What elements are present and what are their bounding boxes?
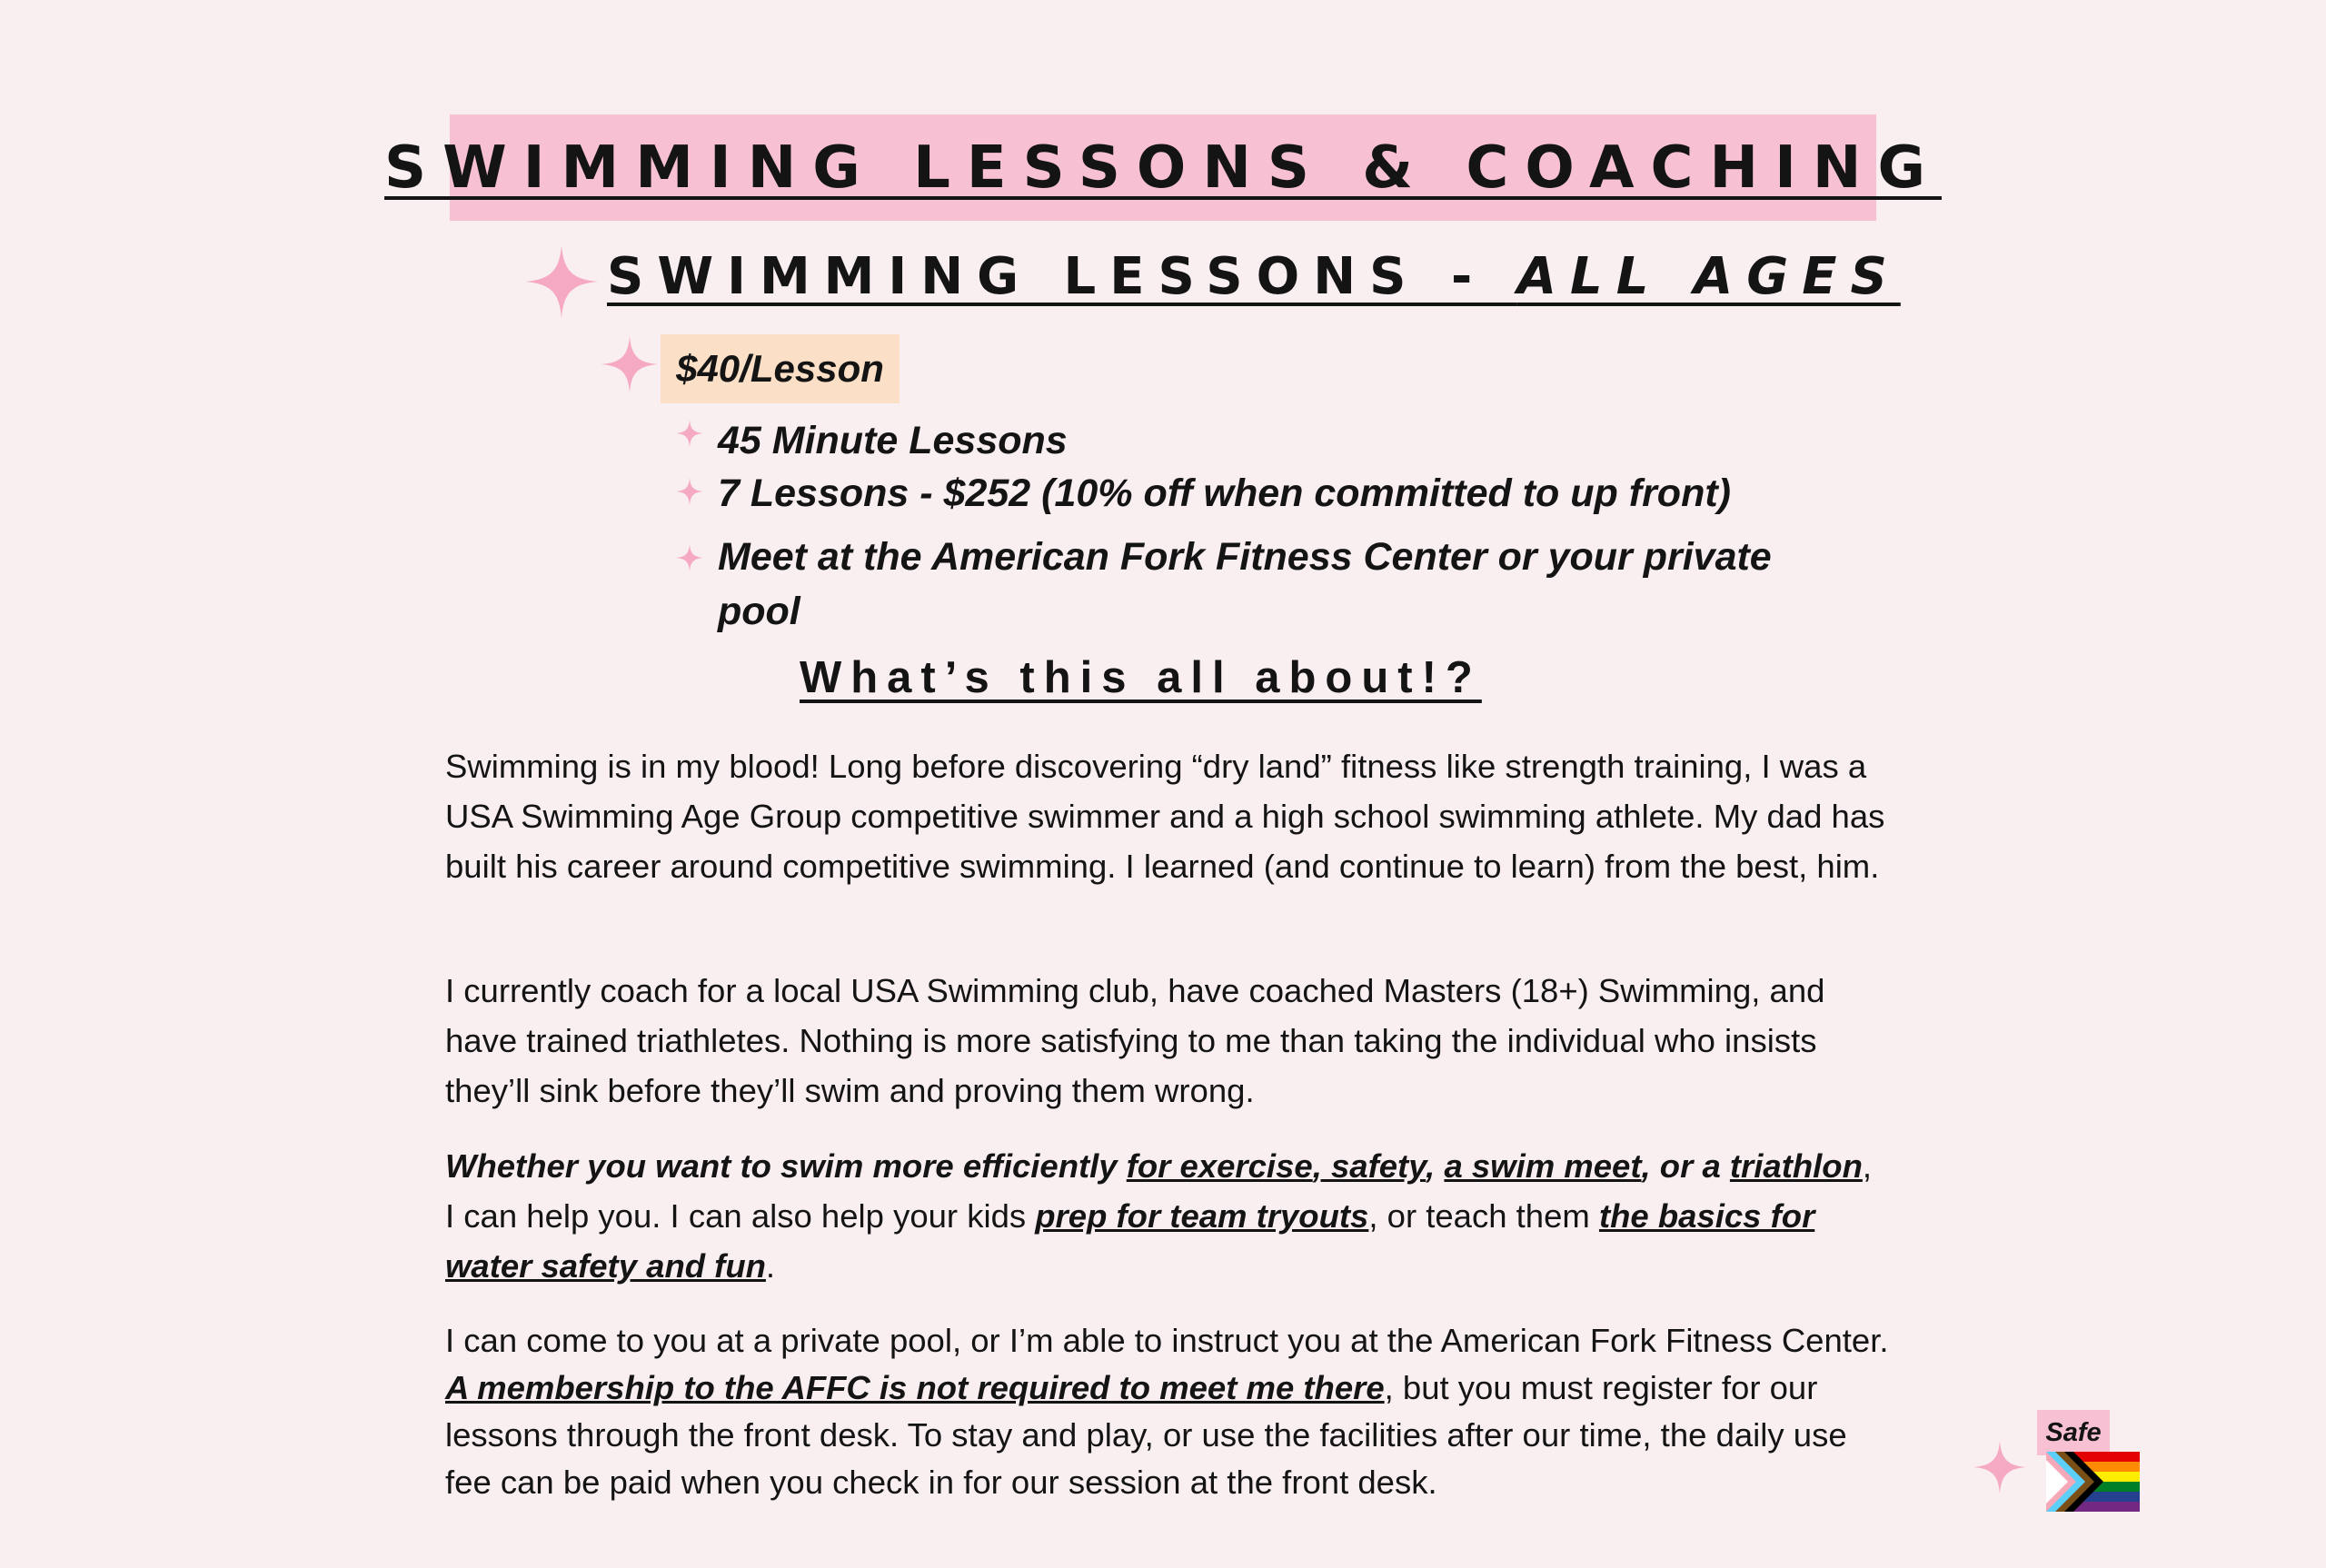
membership-note: A membership to the AFFC is not required to meet me there [445,1369,1385,1406]
link-team-tryouts: prep for team tryouts [1035,1197,1369,1235]
sparkle-icon [601,336,658,392]
paragraph-location: I can come to you at a private pool, or I’m able to instruct you at the American Fork Fitness Center. A membership to the AFFC is not required to meet me there, but you must register for our lessons through the front desk. To stay and play, or use the facilities after our time, the daily use fee can be paid when you check in for our session at the front desk. [445,1322,1889,1501]
paragraph-background: Swimming is in my blood! Long before discovering “dry land” fitness like strength training, I was a USA Swimming Age Group competitive swimmer and a high school swimming athlete. My dad has built his career around competitive swimming. I learned (and continue to learn) from the best, him. [445,748,1885,885]
link-triathlon: triathlon [1729,1147,1863,1185]
paragraph-goals: Whether you want to swim more efficiently for exercise, safety, a swim meet, or a triathlon, I can help you. I can also help your kids prep for team tryouts, or teach them the basics for water safety and fun. [445,1147,1873,1285]
detail-location: Meet at the American Fork Fitness Center or your private [718,535,1772,579]
detail-package: 7 Lessons - $252 (10% off when committed to up front) [718,471,1731,515]
price-badge: $40/Lesson [661,334,900,403]
paragraph-coaching: I currently coach for a local USA Swimming club, have coached Masters (18+) Swimming, and have trained triathletes. Nothing is more satisfying to me than taking the individual who insists they’ll sink before they’ll swim and proving them wrong. [445,972,1825,1109]
detail-location-cont: pool [718,590,800,633]
sparkle-icon [676,420,703,447]
subtitle-emphasis: ALL AGES [1516,247,1901,306]
progress-pride-flag-icon [2046,1452,2140,1512]
safe-badge: Safe [2037,1410,2110,1455]
detail-duration: 45 Minute Lessons [718,419,1068,462]
link-exercise: for exercise [1126,1147,1313,1185]
sparkle-icon [1973,1441,2026,1494]
subtitle-main: SWIMMING LESSONS - [607,247,1517,306]
sparkle-icon [525,245,598,318]
link-water-safety: the basics for water safety and fun [445,1197,1815,1285]
sparkle-icon [676,478,703,505]
sparkle-icon [676,544,703,571]
about-heading: What’s this all about!? [800,653,1482,702]
section-subtitle [607,247,1901,306]
link-safety: safety [1330,1147,1426,1185]
page-title: SWIMMING LESSONS & COACHING [384,134,1942,202]
link-swim-meet: a swim meet [1444,1147,1642,1185]
